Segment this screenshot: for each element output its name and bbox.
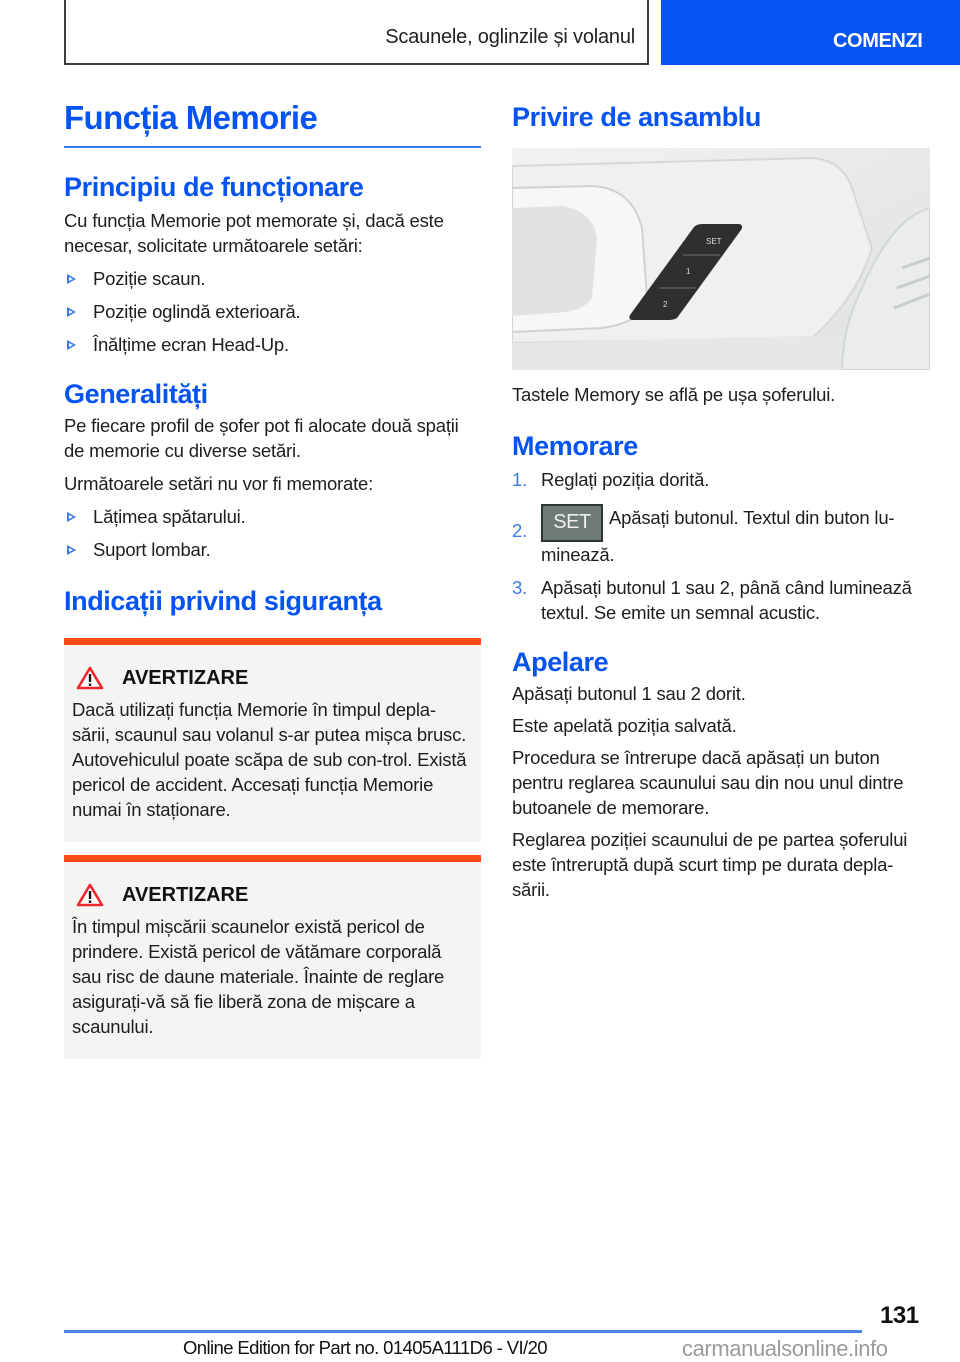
heading-overview: Privire de ansamblu bbox=[512, 102, 762, 132]
heading-principle: Principiu de funcționare bbox=[64, 172, 364, 202]
warning-text: Dacă utilizați funcția Memorie în timpul depla-sării, scaunul sau volanul s-ar putea mișca brusc. Autovehiculul poate scăpa de sub con-trol. Există pericol de accident. Accesați funcția Memorie numai în staționare. bbox=[72, 699, 467, 820]
door-panel-illustration bbox=[512, 148, 930, 370]
section-title: Scaunele, oglinzile și volanul bbox=[385, 26, 635, 48]
step-number: 1. bbox=[512, 469, 528, 490]
watermark: carmanualsonline.info bbox=[682, 1336, 888, 1361]
general-text-1: Pe fiecare profil de șofer pot fi alocate două spații de memorie cu diverse setări. bbox=[64, 415, 459, 461]
door-memory-buttons-figure bbox=[512, 148, 930, 370]
principle-list bbox=[64, 266, 481, 357]
heading-safety: Indicații privind siguranța bbox=[64, 586, 382, 616]
general-list bbox=[64, 504, 481, 562]
list-item: Poziție oglindă exterioară. bbox=[64, 299, 481, 324]
step-text: Apăsați butonul 1 sau 2, până când luminează textul. Se emite un semnal acustic. bbox=[541, 577, 912, 623]
svg-text:2: 2 bbox=[663, 300, 668, 309]
general-text-2: Următoarele setări nu vor fi memorate: bbox=[64, 473, 374, 494]
step-text: Apăsați butonul. Textul din buton lu-minează. bbox=[541, 507, 895, 565]
page-number: 131 bbox=[880, 1302, 919, 1329]
figure-caption: Tastele Memory se află pe ușa șoferului. bbox=[512, 384, 836, 405]
principle-text: Cu funcția Memorie pot memorate și, dacă este necesar, solicitate următoarele setări: bbox=[64, 210, 444, 256]
list-item: Lățimea spătarului. bbox=[64, 504, 481, 529]
recall-text: Reglarea poziției scaunului de pe partea șoferului este întreruptă după scurt timp pe durata depla-sării. bbox=[512, 829, 908, 900]
heading-recall: Apelare bbox=[512, 647, 609, 677]
triangle-bullet-icon bbox=[67, 512, 76, 522]
recall-text: Procedura se întrerupe dacă apăsați un buton pentru reglarea scaunului sau din nou unul dintre butoanele de memorare. bbox=[512, 747, 904, 818]
list-item: Înălțime ecran Head-Up. bbox=[64, 332, 481, 357]
heading-store: Memorare bbox=[512, 431, 638, 461]
header-section-box bbox=[64, 0, 649, 65]
warning-title: AVERTIZARE bbox=[122, 883, 249, 906]
store-steps bbox=[512, 467, 930, 625]
warning-box bbox=[64, 855, 481, 1059]
step-number: 3. bbox=[512, 577, 528, 598]
triangle-bullet-icon bbox=[67, 274, 76, 284]
triangle-bullet-icon bbox=[67, 340, 76, 350]
svg-text:1: 1 bbox=[686, 267, 691, 276]
warning-text: În timpul mișcării scaunelor există pericol de prindere. Există pericol de vătămare corporală sau risc de daune materiale. Înainte de reglare asigurați-vă să fie liberă zona de mișcare a scaunului. bbox=[72, 916, 445, 1037]
figure-label-set: SET bbox=[706, 237, 722, 246]
heading-general: Generalități bbox=[64, 379, 208, 409]
footer-divider bbox=[64, 1330, 862, 1333]
list-item: Suport lombar. bbox=[64, 537, 481, 562]
triangle-bullet-icon bbox=[67, 545, 76, 555]
warning-triangle-icon bbox=[76, 883, 104, 907]
edition-text: Online Edition for Part no. 01405A111D6 - VI/20 bbox=[183, 1337, 547, 1358]
warning-title: AVERTIZARE bbox=[122, 666, 249, 689]
warning-triangle-icon bbox=[76, 666, 104, 690]
list-item: Poziție scaun. bbox=[64, 266, 481, 291]
page-title: Funcția Memorie bbox=[64, 98, 481, 148]
step-item bbox=[512, 467, 930, 492]
step-text: Reglați poziția dorită. bbox=[541, 469, 710, 490]
triangle-bullet-icon bbox=[67, 307, 76, 317]
chapter-tab-label: COMENZI bbox=[833, 30, 923, 52]
warning-box bbox=[64, 638, 481, 842]
right-column bbox=[512, 98, 930, 902]
set-button-icon: SET bbox=[541, 504, 603, 542]
step-item bbox=[512, 575, 930, 625]
left-column bbox=[64, 98, 481, 1059]
recall-text: Este apelată poziția salvată. bbox=[512, 715, 737, 736]
chapter-tab[interactable] bbox=[661, 0, 960, 65]
step-item bbox=[512, 504, 930, 567]
recall-text: Apăsați butonul 1 sau 2 dorit. bbox=[512, 683, 746, 704]
step-number: 2. bbox=[512, 520, 528, 541]
